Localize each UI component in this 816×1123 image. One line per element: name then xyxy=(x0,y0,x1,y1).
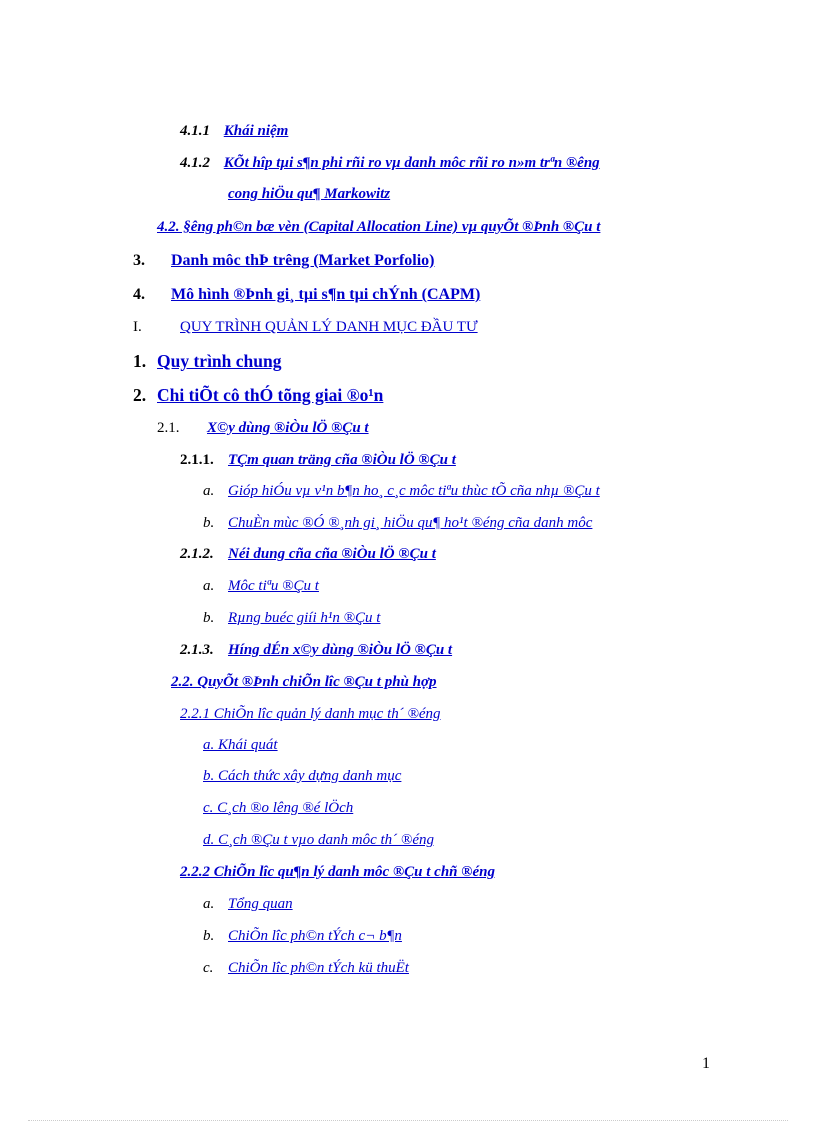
toc-link[interactable]: Híng dÉn x©y dùng ®iÒu lÖ ®Çu t xyxy=(228,642,453,658)
toc-entry-4-1-1[interactable] xyxy=(180,123,288,140)
toc-number: 2.1.2. xyxy=(180,546,214,562)
page-number: 1 xyxy=(702,1055,710,1072)
toc-link[interactable]: Mô hình ®Þnh gi¸ tµi s¶n tµi chÝnh (CAPM) xyxy=(171,286,481,303)
toc-entry-I[interactable] xyxy=(133,319,478,336)
toc-link[interactable]: Danh môc thÞ trêng (Market Porfolio) xyxy=(171,252,435,269)
toc-number: b. xyxy=(203,515,215,531)
toc-entry-2-1-1[interactable] xyxy=(180,452,456,469)
toc-link[interactable]: Quy trình chung xyxy=(157,351,282,371)
toc-number: 4.1.2 xyxy=(180,155,210,171)
toc-entry-2-1[interactable] xyxy=(157,420,369,437)
toc-number: b. xyxy=(203,610,215,626)
toc-entry-4-1-2[interactable] xyxy=(180,155,600,172)
toc-number: 4. xyxy=(133,286,145,303)
toc-number: 3. xyxy=(133,252,145,269)
toc-link[interactable]: Môc tiªu ®Çu t xyxy=(228,578,319,594)
toc-entry-2-2-1[interactable] xyxy=(180,706,441,723)
toc-link[interactable]: X©y dùng ®iÒu lÖ ®Çu t xyxy=(207,420,369,436)
toc-number: a. xyxy=(203,896,215,912)
toc-entry-2-2-2-a[interactable] xyxy=(203,896,293,913)
toc-number: a. xyxy=(203,578,215,594)
toc-entry-2-2-2-b[interactable] xyxy=(203,928,402,945)
toc-link[interactable]: a. Khái quát xyxy=(203,737,278,753)
toc-entry-4[interactable] xyxy=(133,286,481,304)
toc-entry-2-2-1-a[interactable] xyxy=(203,737,278,754)
toc-number: 1. xyxy=(133,351,147,371)
toc-entry-2-1-2-b[interactable] xyxy=(203,610,381,627)
toc-link[interactable]: Khái niệm xyxy=(223,123,289,139)
toc-number: c. xyxy=(203,960,214,976)
toc-link[interactable]: 2.2.2 ChiÕn lîc qu¶n lý danh môc ®Çu t chñ ®éng xyxy=(180,864,495,880)
toc-entry-1[interactable] xyxy=(133,351,282,372)
page-bottom-divider xyxy=(28,1120,788,1121)
toc-entry-2-1-1-a[interactable] xyxy=(203,483,600,500)
toc-link[interactable]: Chi tiÕt cô thÓ tõng giai ®o¹n xyxy=(157,385,384,405)
toc-entry-2-2-2-c[interactable] xyxy=(203,960,409,977)
toc-entry-2-1-1-b[interactable] xyxy=(203,515,593,532)
toc-link[interactable]: c. C¸ch ®o lêng ®é lÖch xyxy=(203,800,354,816)
toc-number: I. xyxy=(133,319,142,335)
toc-number: 4.1.1 xyxy=(180,123,210,139)
toc-number: 2.1.3. xyxy=(180,642,214,658)
toc-entry-4-1-2-cont[interactable] xyxy=(228,186,390,203)
toc-number: 2.1. xyxy=(157,420,180,436)
toc-number: 2.1.1. xyxy=(180,452,214,468)
toc-link[interactable]: b. Cách thức xây dựng danh mục xyxy=(203,768,402,784)
toc-entry-2-2[interactable] xyxy=(171,674,437,691)
toc-number: b. xyxy=(203,928,215,944)
toc-link[interactable]: d. C¸ch ®Çu t vµo danh môc th´ ®éng xyxy=(203,832,434,848)
toc-link[interactable]: ChuÈn mùc ®Ó ®¸nh gi¸ hiÖu qu¶ ho¹t ®éng cña danh môc xyxy=(228,515,593,531)
toc-entry-2-1-2[interactable] xyxy=(180,546,436,563)
toc-number: 2. xyxy=(133,385,147,405)
toc-entry-4-2[interactable] xyxy=(157,219,600,236)
toc-entry-2-2-1-b[interactable] xyxy=(203,768,401,785)
toc-link[interactable]: ChiÕn lîc ph©n tÝch c¬ b¶n xyxy=(228,928,402,944)
toc-number: a. xyxy=(203,483,215,499)
toc-link[interactable]: 2.2.1 ChiÕn lîc quản lý danh mục th´ ®éng xyxy=(180,706,441,722)
toc-link[interactable]: 4.2. §êng ph©n bæ vèn (Capital Allocation Line) vµ quyÕt ®Þnh ®Çu t xyxy=(157,219,601,235)
toc-entry-2-2-1-d[interactable] xyxy=(203,832,434,849)
toc-link[interactable]: KÕt hîp tµi s¶n phi rñi ro vµ danh môc rñi ro n»m trªn ®êng xyxy=(223,155,600,171)
toc-link[interactable]: Tổng quan xyxy=(228,896,293,912)
toc-link[interactable]: TÇm quan träng cña ®iÒu lÖ ®Çu t xyxy=(228,452,456,468)
toc-link[interactable]: Gióp hiÓu vµ v¹n b¶n ho¸ c¸c môc tiªu thùc tÕ cña nhµ ®Çu t xyxy=(228,483,600,499)
toc-link[interactable]: ChiÕn lîc ph©n tÝch kü thuËt xyxy=(228,960,409,976)
toc-entry-2-2-2[interactable] xyxy=(180,864,495,881)
toc-entry-2-2-1-c[interactable] xyxy=(203,800,353,817)
toc-link[interactable]: 2.2. QuyÕt ®Þnh chiÕn lîc ®Çu t phù hợp xyxy=(171,674,437,690)
toc-link[interactable]: cong hiÖu qu¶ Markowitz xyxy=(228,186,391,202)
toc-entry-2-1-3[interactable] xyxy=(180,642,453,659)
toc-link[interactable]: Rµng buéc giíi h¹n ®Çu t xyxy=(228,610,381,626)
toc-entry-3[interactable] xyxy=(133,252,435,270)
toc-entry-2[interactable] xyxy=(133,385,384,406)
toc-entry-2-1-2-a[interactable] xyxy=(203,578,319,595)
toc-link[interactable]: QUY TRÌNH QUẢN LÝ DANH MỤC ĐẦU TƯ xyxy=(180,319,478,335)
toc-link[interactable]: Néi dung cña cña ®iÒu lÖ ®Çu t xyxy=(228,546,436,562)
